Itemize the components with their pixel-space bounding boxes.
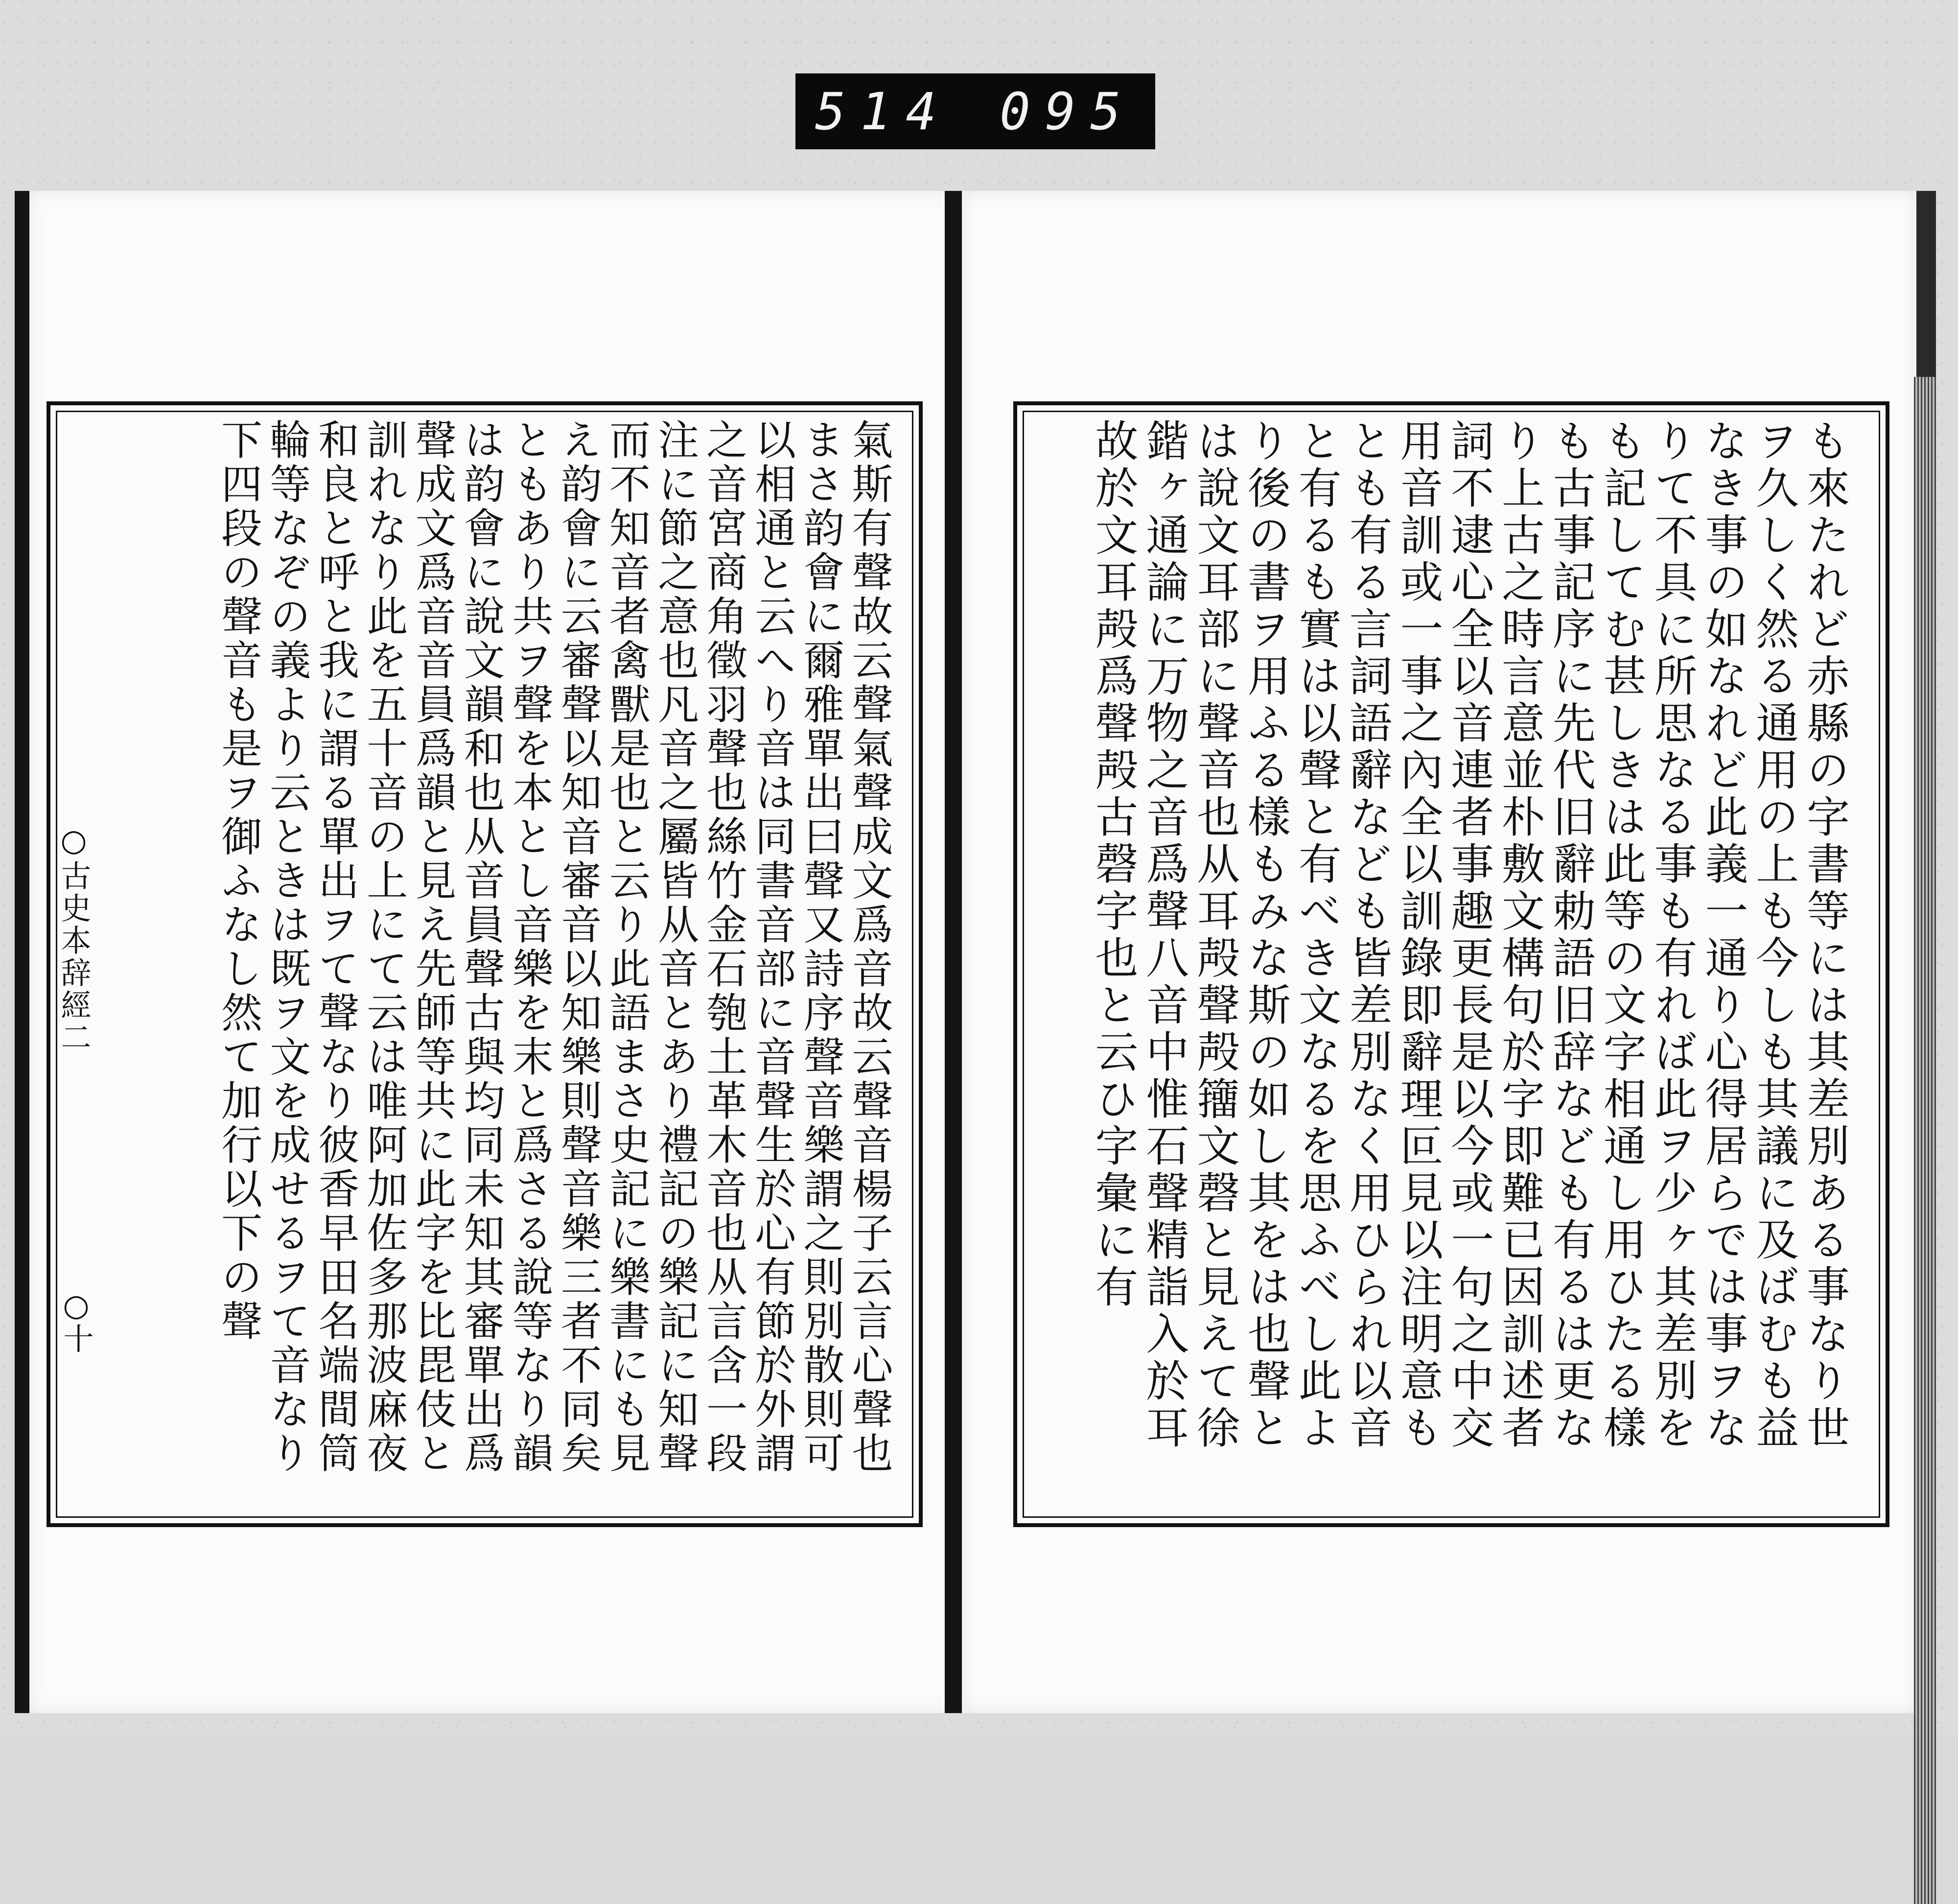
- left-page-number: ○十: [58, 1287, 94, 1353]
- label-right-number: 095: [1000, 81, 1136, 141]
- open-book: [15, 191, 1919, 1713]
- archive-label: [795, 73, 1155, 149]
- left-margin-title: ○古史本辞經二: [56, 822, 92, 1054]
- book-gutter: [945, 191, 962, 1713]
- page-edges: [1914, 377, 1936, 1904]
- label-left-number: 514: [815, 81, 951, 141]
- right-page-body-text: も來たれど赤縣の字書等には其差別ある事なり世ヲ久しく然る通用の上も今しも其議に及ばむも益なき事の如なれど此義一通り心得居らでは事ヲなりて不具に所思なる事も有れば此ヲ少ヶ其差別をも記してむ甚しきは此等の文字相通し用ひたる樣も古事記序に先代旧辭勅語旧辞なども有るは更なり上古之時言意並朴敷文構句於字即難已因訓述者詞不逮心全以音連者事趣更長是以今或一句之中交用音訓或一事之內全以訓錄即辭理叵見以注明意もとも有る言詞語辭なども皆差別なく用ひられ以音と有るも實は以聲と有べき文なるを思ふべし此より後の書ヲ用ふる樣もみな斯の如し其をは也聲とは說文耳部に聲音也从耳殸聲殸籒文磬と見えて徐鍇ヶ通論に万物之音爲聲八音中惟石聲精詣入於耳故於文耳殸爲聲殸古磬字也と云ひ字彙に有: [1088, 418, 1850, 1452]
- left-page-body-text: 氣斯有聲故云聲氣聲成文爲音故云聲音楊子云言心聲也まさ韵會に爾雅單出曰聲又詩序聲音樂謂之則別散則可以相通と云へり音は同書音部に音聲生於心有節於外謂之音宮商角徵羽聲也絲竹金石匏土革木音也从言含一段注に節之意也凡音之屬皆从音とあり禮記の樂記に知聲而不知音者禽獸是也と云り此語まさ史記に樂書にも見え韵會に云審聲以知音審音以知樂則聲音樂三者不同矣ともあり共ヲ聲を本とし音樂を末と爲さる說等なり韻は韵會に說文韻和也从音員聲古與均同未知其審單出爲聲成文爲音音員爲韻と見え先師等共に此字を比毘伎と訓れなり此を五十音の上にて云は唯阿加佐多那波麻夜和良と呼と我に謂る單出ヲて聲なり彼香早田名端間筒輪等なぞの義より云ときは既ヲ文を成せるヲて音なり下四段の聲音も是ヲ御ふなし然て加行以下の聲: [214, 418, 893, 1476]
